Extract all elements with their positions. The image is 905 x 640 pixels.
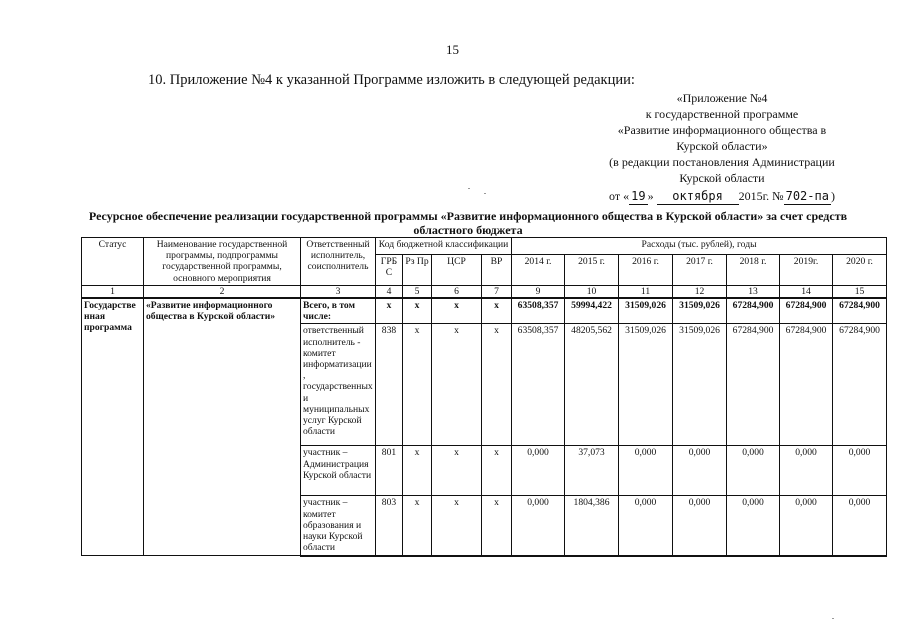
row-value: 31509,026 bbox=[673, 298, 727, 324]
row-value: 67284,900 bbox=[780, 324, 833, 446]
row-value: 0,000 bbox=[780, 446, 833, 496]
row-value: 31509,026 bbox=[619, 324, 673, 446]
row-value: 0,000 bbox=[833, 496, 887, 556]
column-number: 5 bbox=[403, 285, 432, 298]
table-row bbox=[82, 298, 887, 324]
row-value: 67284,900 bbox=[727, 298, 780, 324]
row-executor: ответственный исполнитель - комитет информатизации, государственных и муниципальных услуг Курской области bbox=[301, 324, 376, 446]
row-value: 63508,357 bbox=[512, 298, 565, 324]
date-month: октября bbox=[657, 188, 739, 205]
date-prefix: от « bbox=[609, 189, 630, 203]
date-number: 702-па bbox=[785, 189, 829, 203]
column-number: 10 bbox=[565, 285, 619, 298]
program-status: Государственная программа bbox=[82, 298, 144, 556]
row-value: 0,000 bbox=[833, 446, 887, 496]
row-value: 0,000 bbox=[727, 496, 780, 556]
row-value: 0,000 bbox=[512, 496, 565, 556]
appendix-line: «Развитие информационного общества в bbox=[617, 123, 827, 137]
scan-speck bbox=[484, 193, 486, 194]
header-year: 2014 г. bbox=[512, 255, 565, 286]
appendix-line: «Приложение №4 bbox=[676, 91, 768, 105]
row-value: 0,000 bbox=[673, 446, 727, 496]
column-number: 1 bbox=[82, 285, 144, 298]
header-csr: ЦСР bbox=[432, 255, 482, 286]
row-csr: х bbox=[432, 324, 482, 446]
row-executor: участник – комитет образования и науки Курской области bbox=[301, 496, 376, 556]
row-grbs: 801 bbox=[376, 446, 403, 496]
column-number: 13 bbox=[727, 285, 780, 298]
row-csr: х bbox=[432, 298, 482, 324]
row-value: 0,000 bbox=[619, 446, 673, 496]
row-value: 67284,900 bbox=[833, 324, 887, 446]
page-number: 15 bbox=[446, 42, 459, 57]
header-executor: Ответственный исполнитель, соисполнитель bbox=[301, 238, 376, 286]
row-value: 37,073 bbox=[565, 446, 619, 496]
date-year: 2015г. № bbox=[738, 189, 784, 203]
date-suffix: ) bbox=[830, 189, 835, 203]
header-row bbox=[82, 238, 887, 255]
header-year: 2015 г. bbox=[565, 255, 619, 286]
resource-table bbox=[81, 237, 887, 557]
column-number: 3 bbox=[301, 285, 376, 298]
row-vr: х bbox=[482, 298, 512, 324]
row-vr: х bbox=[482, 446, 512, 496]
row-csr: х bbox=[432, 496, 482, 556]
header-grbs: ГРБС bbox=[376, 255, 403, 286]
scan-speck bbox=[832, 618, 834, 619]
header-code-group: Код бюджетной классификации bbox=[376, 238, 512, 255]
column-number: 4 bbox=[376, 285, 403, 298]
header-year: 2020 г. bbox=[833, 255, 887, 286]
row-value: 0,000 bbox=[780, 496, 833, 556]
header-name: Наименование государственной программы, подпрограммы государственной программы, основного мероприятия bbox=[144, 238, 301, 286]
header-vr: ВР bbox=[482, 255, 512, 286]
date-mid: » bbox=[647, 189, 654, 203]
column-number: 6 bbox=[432, 285, 482, 298]
header-expenses-group: Расходы (тыс. рублей), годы bbox=[512, 238, 887, 255]
row-value: 0,000 bbox=[512, 446, 565, 496]
table-title: Ресурсное обеспечение реализации государственной программы «Развитие информационного общества в Курской области» за счет средств областного бюджета bbox=[88, 209, 848, 237]
column-number: 15 bbox=[833, 285, 887, 298]
row-value: 0,000 bbox=[619, 496, 673, 556]
appendix-line: Курской области bbox=[679, 171, 765, 185]
row-value: 0,000 bbox=[727, 446, 780, 496]
row-value: 1804,386 bbox=[565, 496, 619, 556]
row-value: 0,000 bbox=[673, 496, 727, 556]
row-executor: участник – Администрация Курской области bbox=[301, 446, 376, 496]
row-grbs: 803 bbox=[376, 496, 403, 556]
row-grbs: х bbox=[376, 298, 403, 324]
appendix-line: Курской области» bbox=[676, 139, 768, 153]
row-value: 31509,026 bbox=[673, 324, 727, 446]
intro-paragraph: 10. Приложение №4 к указанной Программе изложить в следующей редакции: bbox=[148, 72, 635, 88]
row-value: 63508,357 bbox=[512, 324, 565, 446]
row-value: 67284,900 bbox=[833, 298, 887, 324]
row-csr: х bbox=[432, 446, 482, 496]
row-value: 67284,900 bbox=[780, 298, 833, 324]
column-number-row bbox=[82, 285, 887, 298]
scan-speck bbox=[468, 188, 470, 189]
header-year: 2019г. bbox=[780, 255, 833, 286]
column-number: 11 bbox=[619, 285, 673, 298]
row-vr: х bbox=[482, 324, 512, 446]
header-year: 2016 г. bbox=[619, 255, 673, 286]
row-vr: х bbox=[482, 496, 512, 556]
row-value: 31509,026 bbox=[619, 298, 673, 324]
column-number: 7 bbox=[482, 285, 512, 298]
appendix-line: (в редакции постановления Администрации bbox=[609, 155, 835, 169]
row-executor: Всего, в том числе: bbox=[301, 298, 376, 324]
column-number: 14 bbox=[780, 285, 833, 298]
column-number: 12 bbox=[673, 285, 727, 298]
row-value: 59994,422 bbox=[565, 298, 619, 324]
row-rzpr: х bbox=[403, 446, 432, 496]
row-rzpr: х bbox=[403, 324, 432, 446]
row-value: 67284,900 bbox=[727, 324, 780, 446]
header-rzpr: Рз Пр bbox=[403, 255, 432, 286]
header-year: 2017 г. bbox=[673, 255, 727, 286]
column-number: 2 bbox=[144, 285, 301, 298]
column-number: 9 bbox=[512, 285, 565, 298]
row-grbs: 838 bbox=[376, 324, 403, 446]
header-status: Статус bbox=[82, 238, 144, 286]
date-day: 19 bbox=[631, 189, 646, 203]
appendix-header bbox=[587, 90, 857, 205]
program-name: «Развитие информационного общества в Курской области» bbox=[144, 298, 301, 556]
row-value: 48205,562 bbox=[565, 324, 619, 446]
header-year: 2018 г. bbox=[727, 255, 780, 286]
appendix-line: к государственной программе bbox=[645, 107, 799, 121]
row-rzpr: х bbox=[403, 496, 432, 556]
row-rzpr: х bbox=[403, 298, 432, 324]
appendix-date-line bbox=[587, 188, 857, 205]
